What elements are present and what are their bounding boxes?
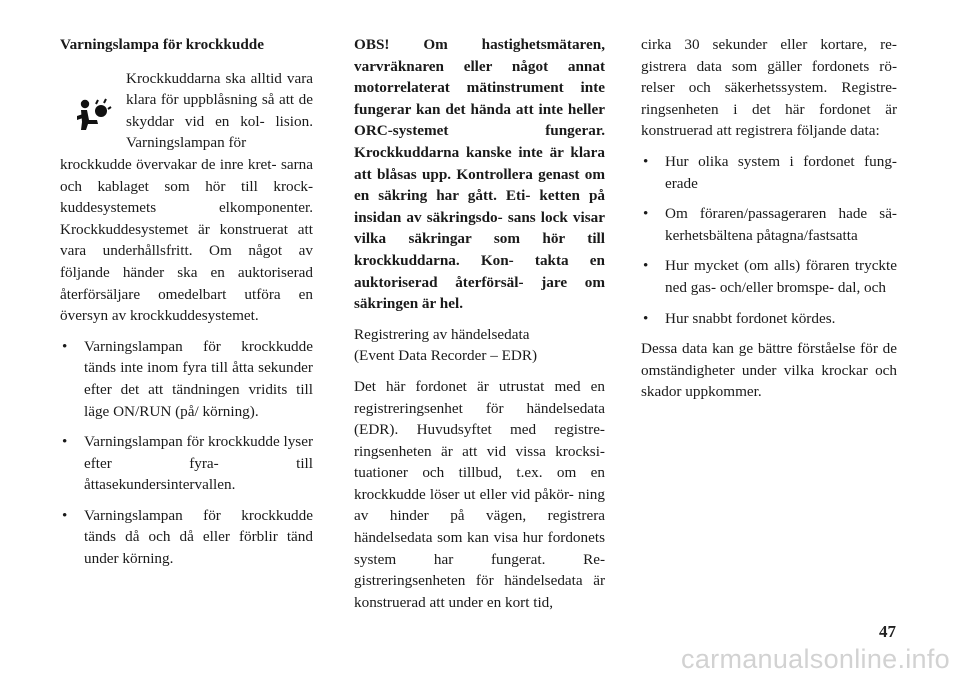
- list-item: • Varningslampan för krockkudde lyser efter fyra- till åttasekundersintervallen.: [60, 431, 313, 496]
- list-item: • Om föraren/passageraren hade sä- kerhetsbältena påtagna/fastsatta: [641, 203, 897, 246]
- list-item: • Hur snabbt fordonet kördes.: [641, 308, 897, 330]
- edr-description: Det här fordonet är utrustat med en registreringsenhet för händelsedata (EDR). Huvudsyftet med registre- ringsenheten är att vid vissa krocksi- tuationer och tillbud, t.ex. om en krockkudde löser ut eller vid påkör- ning av hinder på vägen, registrera händelsedata som kan visa hur fordonets system har fungerat. Re- gistreringsenheten för händelsedata är konstruerad att under en kort tid,: [354, 377, 605, 611]
- list-item: • Hur mycket (om alls) föraren tryckte ned gas- och/eller bromspe- dal, och: [641, 255, 897, 298]
- airbag-lamp-heading: Varningslampa för krockkudde: [60, 36, 264, 53]
- column-3: [641, 34, 897, 412]
- page-number: 47: [879, 622, 896, 641]
- airbag-description: krockkudde övervakar de inre kret- sarna och kablaget som hör till krock- kuddesystemets elkomponenter. Krockkuddesystemet är konstruerat att vara underhållsfritt. Om något av följande händer ska en auktoriserad återförsäljare omedelbart utföra en översyn av krockkuddesystemet.: [60, 155, 313, 325]
- airbag-icon-box: [60, 68, 126, 154]
- edr-heading: [354, 324, 605, 367]
- watermark: carmanualsonline.info: [681, 644, 950, 674]
- edr-closing: Dessa data kan ge bättre förståelse för de omständigheter under vilka krockar och skador uppkommer.: [641, 340, 897, 401]
- edr-heading-line-1: Registrering av händelsedata: [354, 325, 530, 343]
- edr-bullet-list: [641, 151, 897, 329]
- column-1: [60, 34, 313, 579]
- column-2: [354, 34, 605, 622]
- airbag-warning-icon: [74, 98, 112, 132]
- list-item: • Varningslampan för krockkudde tänds då och då eller förblir tänd under körning.: [60, 505, 313, 570]
- airbag-icon-row: [60, 68, 313, 154]
- edr-description-cont: cirka 30 sekunder eller kortare, re- gistrera data som gäller fordonets rö- relser och säkerhetssystem. Registre- ringsenheten i det här fordonet är konstruerad att registrera följande data:: [641, 36, 897, 140]
- airbag-bullet-list: [60, 336, 313, 570]
- edr-heading-line-2: (Event Data Recorder – EDR): [354, 347, 538, 365]
- list-item: • Hur olika system i fordonet fung- erade: [641, 151, 897, 194]
- airbag-intro-text: Krockkuddarna ska alltid vara klara för uppblåsning så att de skyddar vid en kol- lision. Varningslampan för: [126, 69, 313, 152]
- warning-note: OBS! Om hastighetsmätaren, varvräknaren eller något annat motorrelaterat mätinstrument inte fungerar kan det hända att inte heller ORC-systemet fungerar. Krockkuddarna kanske inte är klara att blåsas upp. Kontrollera genast om en säkring har gått. Eti- ketten på insidan av säkringsdo- sans lock visar vilka säkringar som hör till krockkuddarna. Kon- takta en auktoriserad återförsäl- jare om säkringen är hel.: [354, 36, 605, 313]
- list-item: • Varningslampan för krockkudde tänds inte inom fyra till åtta sekunder efter det att tändningen vridits till läge ON/RUN (på/ körning).: [60, 336, 313, 422]
